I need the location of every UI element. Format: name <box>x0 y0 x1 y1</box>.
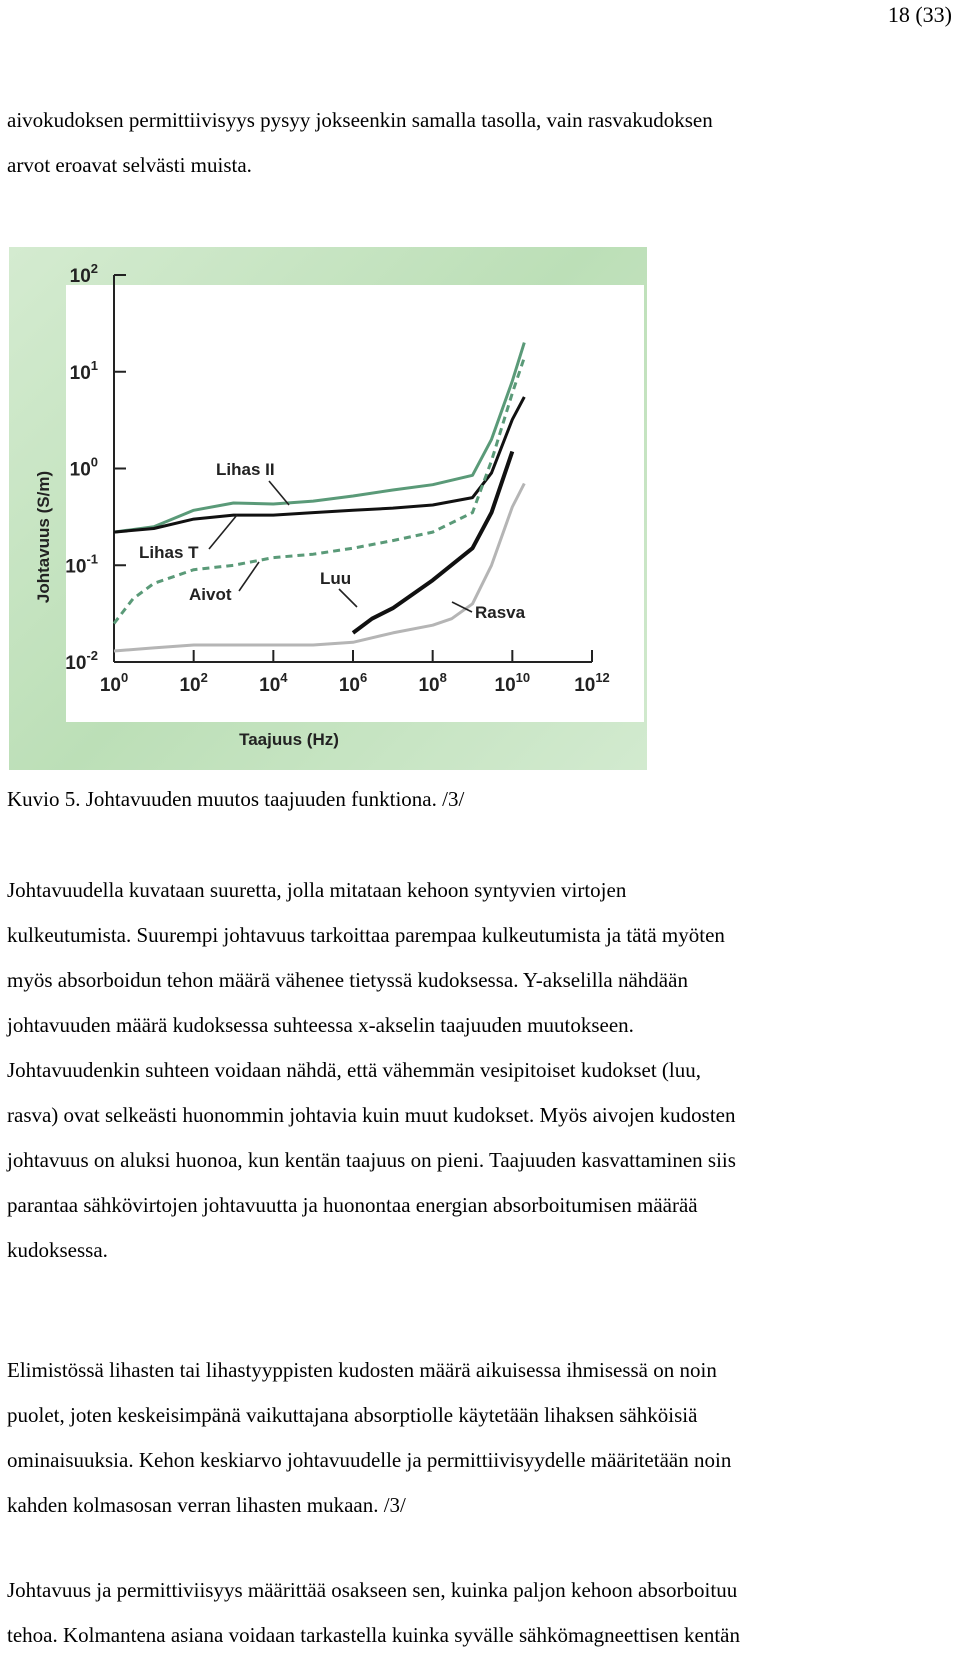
intro-paragraph <box>7 98 955 188</box>
paragraph-2 <box>7 1348 955 1528</box>
x-tick-label: $10^0$ <box>99 670 129 696</box>
text-line: parantaa sähkövirtojen johtavuutta ja huonontaa energian absorboitumisen määrää <box>7 1193 698 1217</box>
text-line: kulkeutumista. Suurempi johtavuus tarkoittaa parempaa kulkeutumista ja tätä myöten <box>7 923 725 947</box>
y-tick-label: $10^{-1}$ <box>65 551 98 578</box>
text-line: kudoksessa. <box>7 1238 108 1262</box>
page-number: 18 (33) <box>887 2 952 27</box>
paragraph-3 <box>7 1568 955 1658</box>
text-line: kahden kolmasosan verran lihasten mukaan. /3/ <box>7 1493 406 1517</box>
x-tick-label: $10^{10}$ <box>494 670 531 696</box>
figure-caption: Kuvio 5. Johtavuuden muutos taajuuden funktiona. /3/ <box>7 787 465 811</box>
text-line: aivokudoksen permittiivisyys pysyy jokseenkin samalla tasolla, vain rasvakudoksen <box>7 108 713 132</box>
annotation-label-lihas-ii: Lihas II <box>216 460 275 479</box>
text-line: Johtavuudella kuvataan suuretta, jolla mitataan kehoon syntyvien virtojen <box>7 878 627 902</box>
text-line: rasva) ovat selkeästi huonommin johtavia kuin muut kudokset. Myös aivojen kudosten <box>7 1103 736 1127</box>
y-tick-label: $10^0$ <box>69 454 98 481</box>
text-line: Johtavuudenkin suhteen voidaan nähdä, että vähemmän vesipitoiset kudokset (luu, <box>7 1058 702 1082</box>
x-tick-label: $10^8$ <box>418 670 447 696</box>
text-line: tehoa. Kolmantena asiana voidaan tarkastella kuinka syvälle sähkömagneettisen kentän <box>7 1623 740 1647</box>
y-axis-label: Johtavuus (S/m) <box>34 470 53 604</box>
text-line: arvot eroavat selvästi muista. <box>7 153 252 177</box>
x-tick-label: $10^2$ <box>179 670 208 696</box>
annotation-label-luu: Luu <box>320 569 352 588</box>
annotation-label-lihas-t: Lihas T <box>139 543 199 562</box>
conductivity-chart <box>9 247 647 770</box>
x-tick-label: $10^6$ <box>338 670 368 696</box>
conductivity-figure <box>9 247 647 770</box>
text-line: johtavuus on aluksi huonoa, kun kentän taajuus on pieni. Taajuuden kasvattaminen siis <box>7 1148 736 1172</box>
text-line: Johtavuus ja permittiviisyys määrittää osakseen sen, kuinka paljon kehoon absorboituu <box>7 1578 738 1602</box>
text-line: Elimistössä lihasten tai lihastyyppisten kudosten määrä aikuisessa ihmisessä on noin <box>7 1358 717 1382</box>
x-axis-label: Taajuus (Hz) <box>239 730 339 749</box>
text-line: johtavuuden määrä kudoksessa suhteessa x-akselin taajuuden muutokseen. <box>7 1013 634 1037</box>
annotation-label-rasva: Rasva <box>475 603 526 622</box>
text-line: myös absorboidun tehon määrä vähenee tietyssä kudoksessa. Y-akselilla nähdään <box>7 968 688 992</box>
x-tick-label: $10^{12}$ <box>574 670 610 696</box>
x-tick-label: $10^4$ <box>259 670 288 696</box>
paragraph-1 <box>7 868 955 1273</box>
plot-background <box>66 285 644 722</box>
annotation-label-aivot: Aivot <box>189 585 232 604</box>
y-tick-label: $10^1$ <box>69 357 98 384</box>
text-line: puolet, joten keskeisimpänä vaikuttajana absorptiolle käytetään lihaksen sähköisiä <box>7 1403 698 1427</box>
text-line: ominaisuuksia. Kehon keskiarvo johtavuudelle ja permittiivisyydelle määritetään noin <box>7 1448 732 1472</box>
y-tick-label: $10^2$ <box>69 261 98 287</box>
y-tick-label: $10^{-2}$ <box>65 648 98 674</box>
